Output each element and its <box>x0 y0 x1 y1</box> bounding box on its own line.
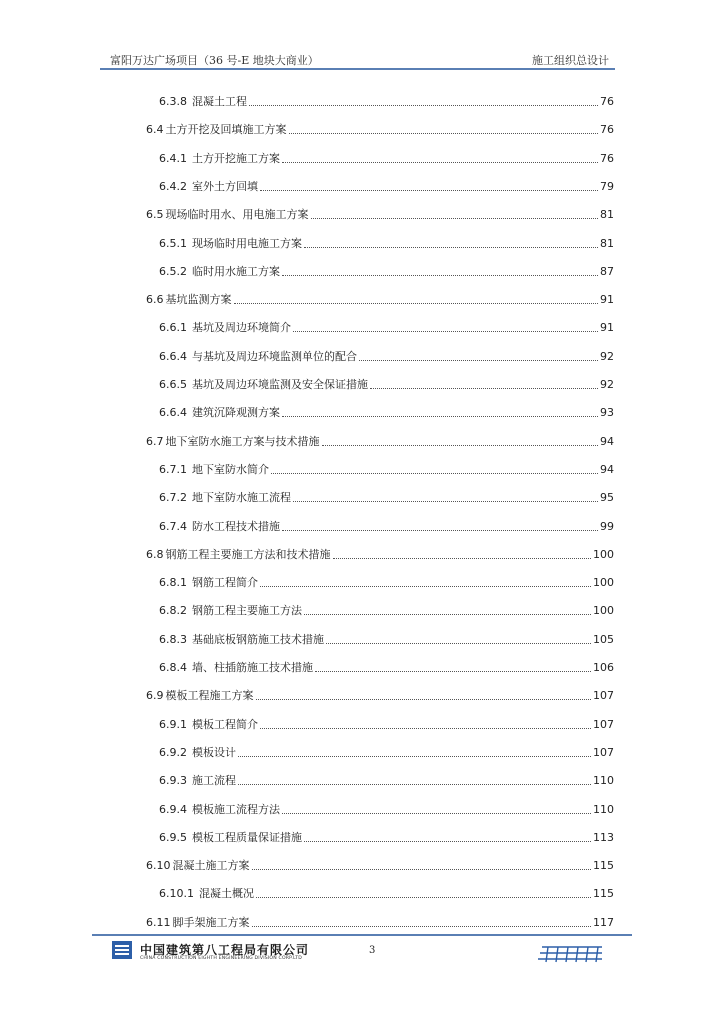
toc-dot-leader <box>322 445 599 446</box>
toc-dot-leader <box>234 303 599 304</box>
toc-entry-page: 81 <box>600 208 614 222</box>
toc-entry[interactable] <box>159 348 614 364</box>
toc-entry-title: 地下室防水施工流程 <box>192 491 291 505</box>
toc-entry-page: 100 <box>593 604 614 618</box>
toc-entry-title: 地下室防水简介 <box>192 462 269 476</box>
toc-dot-leader <box>333 558 592 559</box>
cscec-logo-icon <box>112 941 132 959</box>
toc-entry-page: 81 <box>600 236 614 250</box>
toc-entry-number: 6.4.2 <box>159 179 187 193</box>
toc-entry[interactable] <box>159 574 614 590</box>
toc-dot-leader <box>252 926 592 927</box>
toc-entry-number: 6.8.2 <box>159 604 187 618</box>
toc-entry[interactable] <box>159 602 614 618</box>
toc-entry-title: 模板工程施工方案 <box>165 689 254 703</box>
toc-dot-leader <box>289 133 599 134</box>
toc-entry-page: 110 <box>593 802 614 816</box>
toc-entry-title: 墙、柱插筋施工技术措施 <box>192 661 313 674</box>
toc-dot-leader <box>370 388 598 389</box>
toc-entry-number: 6.10.1 <box>159 887 194 901</box>
toc-dot-leader <box>315 671 591 672</box>
toc-entry-title: 建筑沉降观测方案 <box>192 406 280 420</box>
toc-entry[interactable] <box>159 178 614 194</box>
toc-entry-number: 6.5 <box>146 208 164 222</box>
toc-entry-number: 6.8.3 <box>159 632 187 646</box>
toc-entry-title: 脚手架施工方案 <box>172 915 250 929</box>
toc-entry-number: 6.7.4 <box>159 519 187 533</box>
toc-entry-title: 现场临时用电施工方案 <box>192 236 302 250</box>
toc-dot-leader <box>359 360 598 361</box>
toc-entry[interactable] <box>159 631 614 647</box>
toc-entry[interactable] <box>159 659 614 675</box>
toc-entry-page: 76 <box>600 151 614 165</box>
toc-dot-leader <box>256 699 592 700</box>
toc-entry[interactable] <box>146 857 614 873</box>
toc-entry-number: 6.5.2 <box>159 264 187 278</box>
toc-entry-number: 6.7.1 <box>159 462 187 476</box>
toc-entry-number: 6.3.8 <box>159 95 187 108</box>
toc-entry[interactable] <box>146 291 614 307</box>
header-rule <box>100 68 615 70</box>
toc-entry-number: 6.6.1 <box>159 321 187 335</box>
toc-entry-page: 117 <box>593 915 614 929</box>
toc-entry-number: 6.6.4 <box>159 349 187 363</box>
toc-entry-number: 6.6.4 <box>159 406 187 420</box>
toc-dot-leader <box>256 897 591 898</box>
toc-entry-title: 混凝土概况 <box>199 887 254 901</box>
toc-entry-page: 100 <box>593 576 614 590</box>
company-name-english: CHINA CONSTRUCTION EIGHTH ENGINEERING DIVISION CORP.LTD <box>140 956 302 961</box>
toc-entry-number: 6.9.2 <box>159 745 187 759</box>
toc-dot-leader <box>271 473 598 474</box>
company-name-chinese: 中国建筑第八工程局有限公司 <box>140 943 310 957</box>
toc-entry[interactable] <box>159 235 614 251</box>
toc-entry-page: 76 <box>600 123 614 137</box>
toc-entry-title: 基坑及周边环境监测及安全保证措施 <box>192 378 368 391</box>
toc-entry-title: 现场临时用水、用电施工方案 <box>165 208 309 222</box>
toc-entry-page: 91 <box>600 321 614 335</box>
toc-entry-page: 95 <box>600 491 614 505</box>
toc-dot-leader <box>304 247 598 248</box>
toc-dot-leader <box>304 614 591 615</box>
toc-dot-leader <box>282 275 598 276</box>
toc-entry-page: 93 <box>600 406 614 420</box>
toc-entry[interactable] <box>146 433 614 449</box>
toc-entry-number: 6.7 <box>146 434 164 448</box>
toc-dot-leader <box>252 869 592 870</box>
page-header <box>100 48 615 70</box>
toc-entry-page: 92 <box>600 378 614 391</box>
toc-entry-page: 79 <box>600 179 614 193</box>
toc-entry-number: 6.11 <box>146 915 171 929</box>
toc-entry[interactable] <box>159 319 614 335</box>
toc-entry[interactable] <box>159 150 614 166</box>
toc-entry[interactable] <box>159 404 614 420</box>
toc-entry-number: 6.8 <box>146 547 164 561</box>
toc-entry-title: 防水工程技术措施 <box>192 519 280 533</box>
toc-entry-title: 钢筋工程主要施工方法 <box>192 604 302 618</box>
toc-dot-leader <box>293 331 598 332</box>
toc-dot-leader <box>238 756 591 757</box>
toc-dot-leader <box>282 416 598 417</box>
toc-entry-title: 地下室防水施工方案与技术措施 <box>165 434 320 448</box>
toc-entry-page: 92 <box>600 349 614 363</box>
page-number: 3 <box>369 945 376 956</box>
toc-entry-page: 113 <box>593 830 614 844</box>
footer-rule <box>92 934 632 936</box>
toc-entry-number: 6.9.5 <box>159 830 187 844</box>
toc-entry[interactable] <box>159 518 614 534</box>
toc-entry[interactable] <box>146 121 614 137</box>
toc-entry-number: 6.9.4 <box>159 802 187 816</box>
toc-entry-title: 施工流程 <box>192 774 236 788</box>
toc-dot-leader <box>326 643 591 644</box>
toc-entry-title: 临时用水施工方案 <box>192 264 280 278</box>
toc-dot-leader <box>260 728 591 729</box>
toc-entry-number: 6.8.1 <box>159 576 187 590</box>
toc-entry[interactable] <box>159 772 614 788</box>
toc-entry-page: 115 <box>593 887 614 901</box>
toc-entry-title: 模板工程简介 <box>192 717 258 731</box>
toc-entry-title: 钢筋工程简介 <box>192 576 258 590</box>
toc-dot-leader <box>238 784 591 785</box>
toc-entry-number: 6.6 <box>146 293 164 307</box>
toc-entry-number: 6.7.2 <box>159 491 187 505</box>
toc-entry-page: 110 <box>593 774 614 788</box>
toc-dot-leader <box>311 218 599 219</box>
toc-dot-leader <box>282 162 598 163</box>
toc-entry-title: 模板工程质量保证措施 <box>192 830 302 844</box>
toc-entry-title: 与基坑及周边环境监测单位的配合 <box>192 349 357 363</box>
toc-dot-leader <box>260 586 591 587</box>
toc-entry-page: 76 <box>600 95 614 108</box>
toc-entry[interactable] <box>159 716 614 732</box>
toc-entry-title: 混凝土施工方案 <box>172 859 250 873</box>
header-project-title: 富阳万达广场项目（36 号-E 地块大商业） <box>110 54 319 67</box>
toc-entry[interactable] <box>159 744 614 760</box>
toc-dot-leader <box>282 530 598 531</box>
toc-dot-leader <box>293 501 598 502</box>
toc-entry[interactable] <box>159 263 614 279</box>
header-document-type: 施工组织总设计 <box>532 54 609 67</box>
toc-entry-page: 94 <box>600 434 614 448</box>
toc-entry-number: 6.9.1 <box>159 717 187 731</box>
toc-entry-page: 87 <box>600 264 614 278</box>
toc-entry[interactable] <box>146 687 614 703</box>
toc-entry-page: 115 <box>593 859 614 873</box>
toc-entry-title: 模板设计 <box>192 745 236 759</box>
toc-entry-page: 105 <box>593 632 614 646</box>
toc-entry-title: 土方开挖及回填施工方案 <box>165 123 287 137</box>
toc-entry-title: 钢筋工程主要施工方法和技术措施 <box>165 547 331 561</box>
toc-entry-page: 99 <box>600 519 614 533</box>
toc-entry[interactable] <box>159 376 614 392</box>
toc-entry-number: 6.9 <box>146 689 164 703</box>
toc-entry-number: 6.8.4 <box>159 661 187 674</box>
toc-entry-title: 混凝土工程 <box>192 95 247 108</box>
toc-entry-page: 107 <box>593 689 614 703</box>
toc-entry-number: 6.9.3 <box>159 774 187 788</box>
toc-entry-number: 6.4 <box>146 123 164 137</box>
toc-entry[interactable] <box>159 829 614 845</box>
toc-entry[interactable] <box>146 914 614 930</box>
toc-entry-page: 100 <box>593 547 614 561</box>
toc-entry[interactable] <box>146 546 614 562</box>
toc-entry[interactable] <box>159 461 614 477</box>
toc-entry-title: 模板施工流程方法 <box>192 802 280 816</box>
toc-entry-title: 基础底板钢筋施工技术措施 <box>192 632 324 646</box>
toc-entry[interactable] <box>159 885 614 901</box>
bridge-mark-icon <box>536 944 606 964</box>
toc-dot-leader <box>249 105 598 106</box>
toc-entry[interactable] <box>159 489 614 505</box>
toc-entry-page: 106 <box>593 661 614 674</box>
toc-entry-number: 6.5.1 <box>159 236 187 250</box>
toc-entry-title: 基坑及周边环境简介 <box>192 321 291 335</box>
toc-entry-number: 6.10 <box>146 859 171 873</box>
toc-entry[interactable] <box>159 93 614 109</box>
toc-entry-page: 91 <box>600 293 614 307</box>
toc-dot-leader <box>260 190 598 191</box>
toc-entry[interactable] <box>146 206 614 222</box>
toc-entry-page: 94 <box>600 462 614 476</box>
toc-entry-number: 6.6.5 <box>159 378 187 391</box>
toc-entry-title: 基坑监测方案 <box>165 293 232 307</box>
toc-entry-title: 土方开挖施工方案 <box>192 151 280 165</box>
toc-dot-leader <box>304 841 591 842</box>
toc-dot-leader <box>282 813 591 814</box>
toc-entry-number: 6.4.1 <box>159 151 187 165</box>
toc-entry-page: 107 <box>593 745 614 759</box>
toc-entry-title: 室外土方回填 <box>192 179 258 193</box>
toc-entry-page: 107 <box>593 717 614 731</box>
toc-entry[interactable] <box>159 801 614 817</box>
